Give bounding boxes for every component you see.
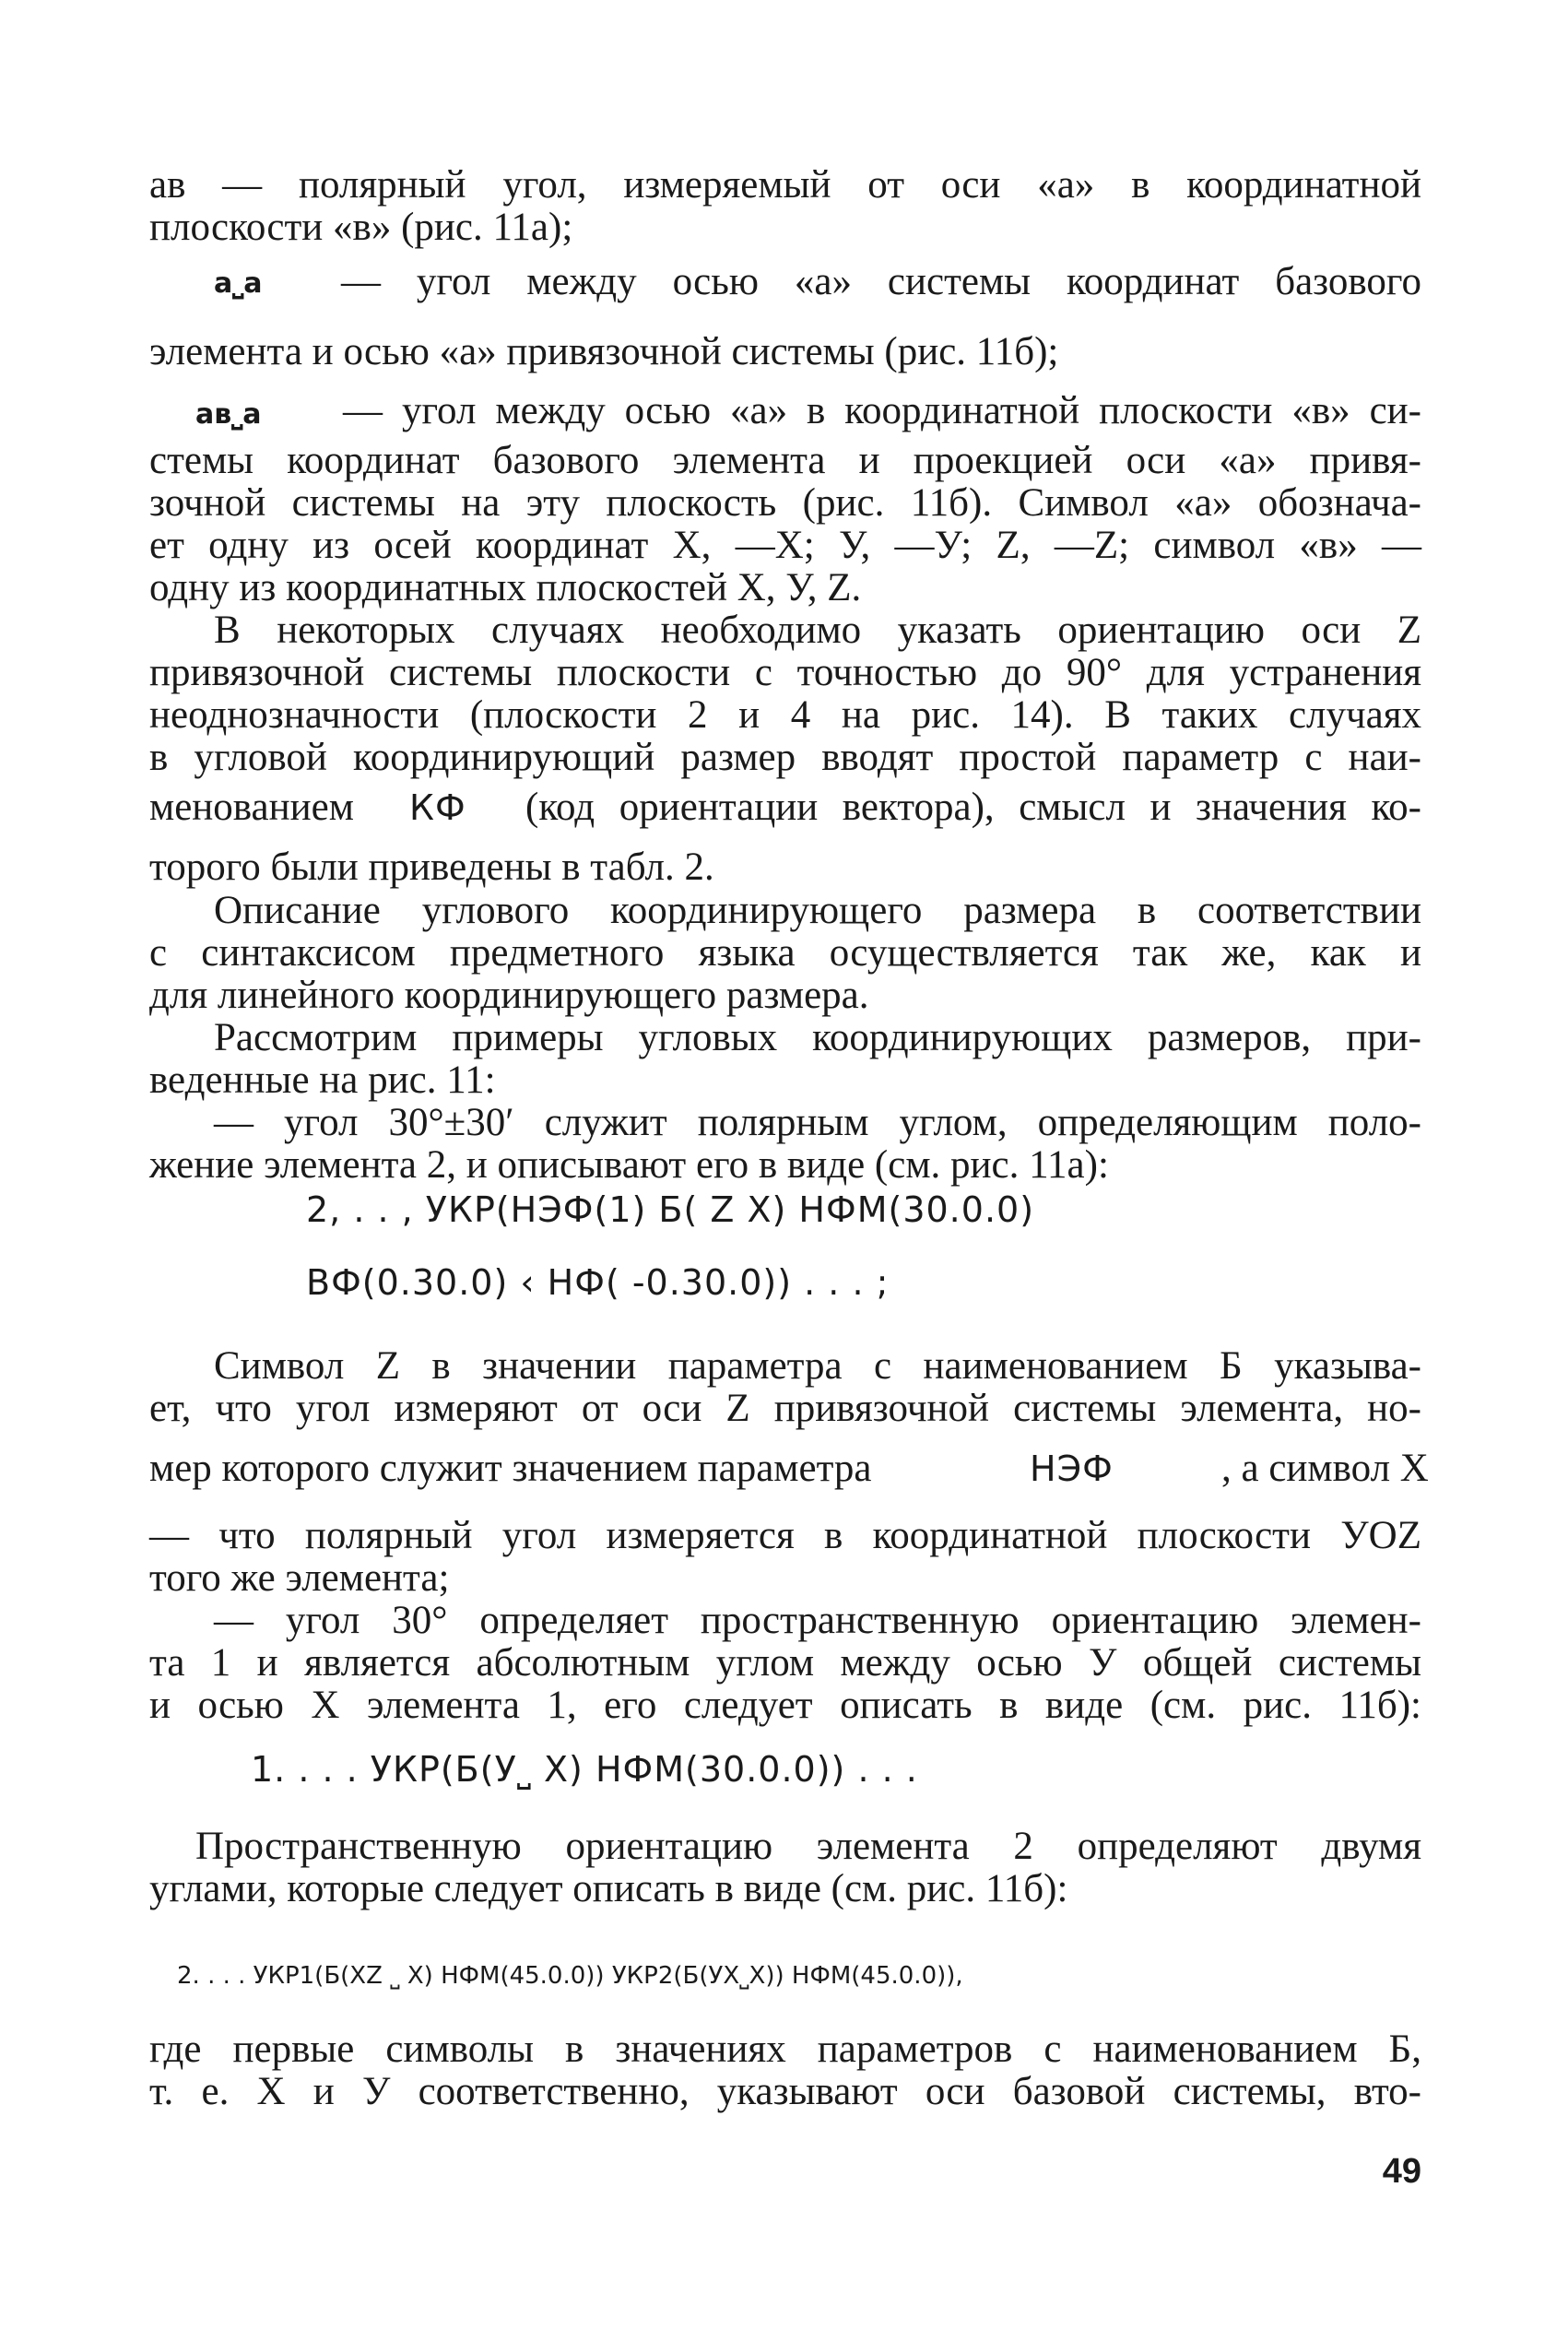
text-line: одну из координатных плоскостей X, У, Z. <box>149 566 862 609</box>
text-line: т. е. X и У соответственно, указывают оси базовой системы, вто- <box>149 2070 1421 2113</box>
text-line: зочной системы на эту плоскость (рис. 11б). Символ «а» обознача- <box>149 481 1421 525</box>
text-line: , а символ X <box>1221 1447 1429 1490</box>
text-line: торого были приведены в табл. 2. <box>149 845 714 889</box>
text-line: ав — полярный угол, измеряемый от оси «а» в координатной <box>149 163 1421 207</box>
text-line: неоднозначности (плоскости 2 и 4 на рис. 14). В таких случаях <box>149 693 1421 737</box>
text-line: того же элемента; <box>149 1556 450 1600</box>
text-line: Описание углового координирующего размера в соответствии <box>214 889 1421 932</box>
code-line: 2, . . , УКР(НЭФ(1) Б( Z X) НФМ(30.0.0) <box>306 1189 1035 1230</box>
text-line: (код ориентации вектора), смысл и значения ко- <box>525 786 1421 829</box>
text-line: та 1 и является абсолютным углом между осью У общей системы <box>149 1641 1421 1685</box>
text-line: — угол 30° определяет пространственную ориентацию элемен- <box>214 1599 1421 1642</box>
code-line: 2. . . . УКР1(Б(XZ ⎵ X) НФМ(45.0.0)) УКР2(Б(УX⎵X)) НФМ(45.0.0)), <box>177 1962 963 1990</box>
text-line: в угловой координирующий размер вводят простой параметр с наи- <box>149 736 1421 779</box>
text-line: — угол между осью «а» в координатной плоскости «в» си- <box>343 389 1421 432</box>
text-line: где первые символы в значениях параметров с наименованием Б, <box>149 2028 1421 2071</box>
text-line: плоскости «в» (рис. 11а); <box>149 206 573 249</box>
text-line: привязочной системы плоскости с точностью до 90° для устранения <box>149 651 1421 694</box>
text-line: стемы координат базового элемента и проекцией оси «а» привя- <box>149 439 1421 482</box>
angle-symbol: ав⎵а <box>195 398 262 431</box>
text-line: для линейного координирующего размера. <box>149 974 869 1017</box>
text-line: элемента и осью «а» привязочной системы (рис. 11б); <box>149 330 1059 373</box>
text-line: жение элемента 2, и описывают его в виде (см. рис. 11а): <box>149 1143 1109 1187</box>
text-line: Рассмотрим примеры угловых координирующих размеров, при- <box>214 1016 1421 1059</box>
text-line: — что полярный угол измеряется в координатной плоскости УOZ <box>149 1514 1421 1557</box>
text-line: менованием <box>149 786 354 829</box>
text-line: ет одну из осей координат X, —X; У, —У; Z, —Z; символ «в» — <box>149 524 1421 567</box>
text-line: Символ Z в значении параметра с наименованием Б указыва- <box>214 1344 1421 1388</box>
text-line: углами, которые следует описать в виде (см. рис. 11б): <box>149 1867 1068 1910</box>
text-line: НЭФ <box>1030 1448 1114 1489</box>
text-line: КФ <box>409 787 466 828</box>
text-line: В некоторых случаях необходимо указать ориентацию оси Z <box>214 609 1421 652</box>
text-line: мер которого служит значением параметра <box>149 1447 872 1490</box>
code-line: ВФ(0.30.0) ‹ НФ( -0.30.0)) . . . ; <box>306 1262 890 1303</box>
text-line: веденные на рис. 11: <box>149 1058 496 1102</box>
text-line: — угол 30°±30′ служит полярным углом, определяющим поло- <box>214 1101 1421 1144</box>
page-number: 49 <box>1382 2152 1421 2191</box>
code-line: 1. . . . УКР(Б(У⎵ X) НФМ(30.0.0)) . . . <box>251 1749 918 1790</box>
text-line: ет, что угол измеряют от оси Z привязочной системы элемента, но- <box>149 1387 1421 1430</box>
text-line: Пространственную ориентацию элемента 2 определяют двумя <box>195 1825 1421 1868</box>
text-line: — угол между осью «а» системы координат базового <box>341 260 1421 303</box>
text-line: с синтаксисом предметного языка осуществляется так же, как и <box>149 931 1421 975</box>
text-line: и осью X элемента 1, его следует описать в виде (см. рис. 11б): <box>149 1684 1421 1727</box>
angle-symbol: а⎵а <box>214 267 263 300</box>
